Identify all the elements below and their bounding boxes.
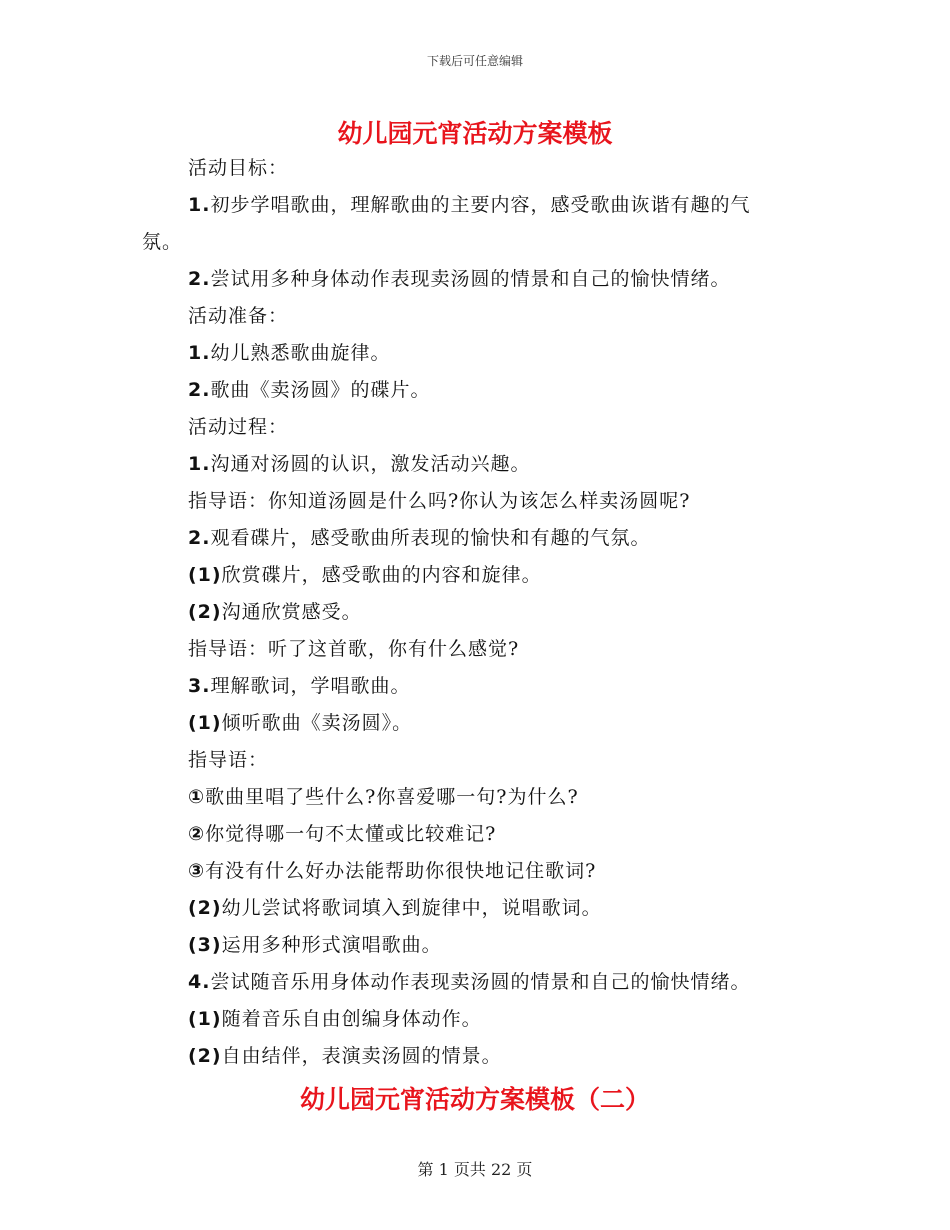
list-marker: 3.	[188, 675, 211, 697]
section-title-2: 幼儿园元宵活动方案模板（二）	[299, 1085, 650, 1114]
list-marker: ①	[188, 786, 206, 808]
list-marker: 2.	[188, 268, 211, 290]
line-text: 初步学唱歌曲，理解歌曲的主要内容，感受歌曲诙谐有趣的气	[210, 194, 751, 216]
line-text: 倾听歌曲《卖汤圆》。	[221, 712, 413, 734]
paragraph-line	[142, 1001, 812, 1038]
line-text: 指导语：你知道汤圆是什么吗?你认为该怎么样卖汤圆呢?	[188, 490, 691, 512]
paragraph-line	[142, 816, 812, 853]
page-number: 第 1 页共 22 页	[417, 1160, 533, 1179]
line-text: 幼儿熟悉歌曲旋律。	[210, 342, 391, 364]
list-marker: 1.	[188, 194, 211, 216]
line-text: 歌曲《卖汤圆》的碟片。	[210, 379, 431, 401]
header-note: 下载后可任意编辑	[426, 54, 523, 68]
line-text: 欣赏碟片，感受歌曲的内容和旋律。	[221, 564, 542, 586]
list-marker: (3)	[188, 934, 222, 956]
paragraph-line	[142, 1038, 812, 1075]
document-body	[142, 150, 812, 1075]
paragraph-line	[142, 372, 812, 409]
line-text: 有没有什么好办法能帮助你很快地记住歌词?	[205, 860, 597, 882]
list-marker: 2.	[188, 379, 211, 401]
list-marker: (1)	[188, 1008, 222, 1030]
list-marker: 1.	[188, 342, 211, 364]
line-text: 指导语：听了这首歌，你有什么感觉?	[188, 638, 520, 660]
paragraph-line	[142, 483, 812, 520]
line-text: 氛。	[142, 231, 183, 253]
paragraph-line	[142, 557, 812, 594]
line-text: 随着音乐自由创编身体动作。	[221, 1008, 482, 1030]
list-marker: ③	[188, 860, 206, 882]
paragraph-line	[142, 409, 812, 446]
list-marker: (1)	[188, 564, 222, 586]
line-text: 活动准备：	[188, 305, 289, 327]
paragraph-line	[142, 779, 812, 816]
line-text: 沟通对汤圆的认识，激发活动兴趣。	[210, 453, 531, 475]
list-marker: ②	[188, 823, 206, 845]
line-text: 观看碟片，感受歌曲所表现的愉快和有趣的气氛。	[210, 527, 651, 549]
line-text: 自由结伴，表演卖汤圆的情景。	[221, 1045, 502, 1067]
list-marker: (2)	[188, 1045, 222, 1067]
line-text: 沟通欣赏感受。	[221, 601, 362, 623]
paragraph-line	[142, 335, 812, 372]
line-text: 尝试用多种身体动作表现卖汤圆的情景和自己的愉快情绪。	[210, 268, 731, 290]
paragraph-line	[142, 224, 812, 261]
line-text: 理解歌词，学唱歌曲。	[210, 675, 411, 697]
line-text: 活动目标：	[188, 157, 289, 179]
paragraph-line	[142, 705, 812, 742]
list-marker: (1)	[188, 712, 222, 734]
line-text: 指导语：	[188, 749, 269, 771]
line-text: 歌曲里唱了些什么?你喜爱哪一句?为什么?	[205, 786, 579, 808]
paragraph-line	[142, 668, 812, 705]
list-marker: 1.	[188, 453, 211, 475]
paragraph-line	[142, 520, 812, 557]
paragraph-line	[142, 261, 812, 298]
paragraph-line	[142, 631, 812, 668]
paragraph-line	[142, 446, 812, 483]
paragraph-line	[142, 964, 812, 1001]
list-marker: 2.	[188, 527, 211, 549]
line-text: 活动过程：	[188, 416, 289, 438]
paragraph-line	[142, 187, 812, 224]
document-title: 幼儿园元宵活动方案模板	[337, 119, 613, 148]
paragraph-line	[142, 150, 812, 187]
list-marker: (2)	[188, 897, 222, 919]
line-text: 运用多种形式演唱歌曲。	[221, 934, 442, 956]
paragraph-line	[142, 298, 812, 335]
paragraph-line	[142, 927, 812, 964]
line-text: 幼儿尝试将歌词填入到旋律中，说唱歌词。	[221, 897, 602, 919]
paragraph-line	[142, 742, 812, 779]
paragraph-line	[142, 594, 812, 631]
list-marker: 4.	[188, 971, 211, 993]
paragraph-line	[142, 853, 812, 890]
line-text: 尝试随音乐用身体动作表现卖汤圆的情景和自己的愉快情绪。	[210, 971, 751, 993]
list-marker: (2)	[188, 601, 222, 623]
line-text: 你觉得哪一句不太懂或比较难记?	[205, 823, 497, 845]
paragraph-line	[142, 890, 812, 927]
